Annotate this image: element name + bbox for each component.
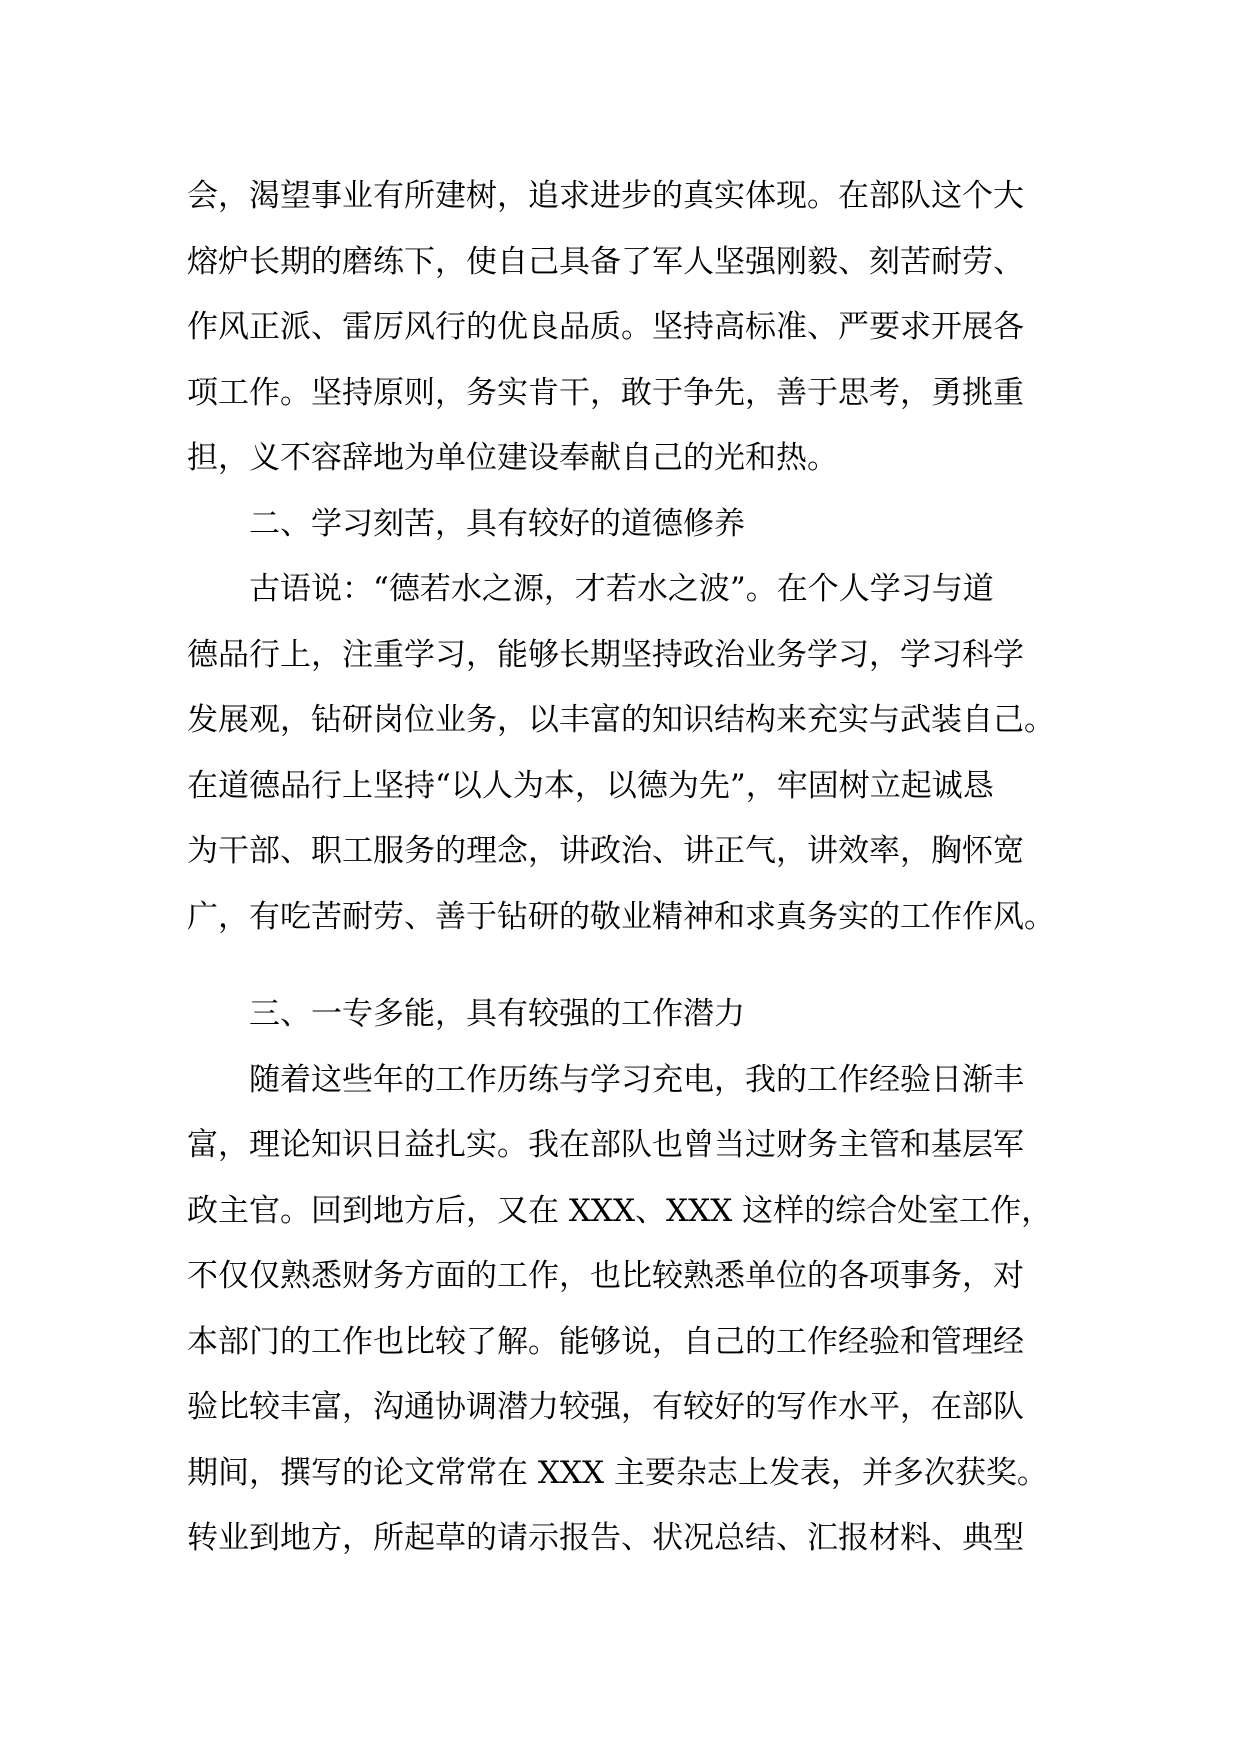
text-line: 广，有吃苦耐劳、善于钻研的敬业精神和求真务实的工作作风。: [187, 898, 1055, 935]
text-line: 为干部、职工服务的理念，讲政治、讲正气，讲效率，胸怀宽: [187, 833, 1024, 869]
body-text: [187, 164, 1092, 1572]
paragraph-start: 古语说：“德若水之源，才若水之波”。在个人学习与道: [249, 571, 994, 607]
text-line: 期间，撰写的论文常常在 XXX 主要杂志上发表，并多次获奖。: [187, 1454, 1048, 1491]
section-heading-3: 三、一专多能，具有较强的工作潜力: [249, 996, 745, 1032]
text-line: 政主官。回到地方后，又在 XXX、XXX 这样的综合处室工作，: [187, 1192, 1053, 1229]
paragraph-gap: [187, 950, 1092, 982]
text-line: 作风正派、雷厉风行的优良品质。坚持高标准、严要求开展各: [187, 309, 1024, 345]
section-heading-2: 二、学习刻苦，具有较好的道德修养: [249, 505, 745, 542]
text-line: 不仅仅熟悉财务方面的工作，也比较熟悉单位的各项事务，对: [187, 1258, 1024, 1294]
text-line: 发展观，钻研岗位业务，以丰富的知识结构来充实与武装自己。: [187, 702, 1055, 738]
text-line: 在道德品行上坚持“以人为本，以德为先”，牢固树立起诚恳: [187, 767, 994, 804]
text-line: 德品行上，注重学习，能够长期坚持政治业务学习，学习科学: [187, 636, 1024, 673]
text-line: 熔炉长期的磨练下，使自己具备了军人坚强刚毅、刻苦耐劳、: [187, 243, 1024, 280]
text-line: 验比较丰富，沟通协调潜力较强，有较好的写作水平，在部队: [187, 1389, 1024, 1425]
text-line: 项工作。坚持原则，务实肯干，敢于争先，善于思考，勇挑重: [187, 374, 1024, 411]
text-line: 转业到地方，所起草的请示报告、状况总结、汇报材料、典型: [187, 1520, 1024, 1556]
paragraph-start: 随着这些年的工作历练与学习充电，我的工作经验日渐丰: [249, 1061, 1024, 1098]
text-line: 会，渴望事业有所建树，追求进步的真实体现。在部队这个大: [187, 178, 1024, 214]
text-line: 担，义不容辞地为单位建设奉献自己的光和热。: [187, 440, 838, 476]
text-line: 富，理论知识日益扎实。我在部队也曾当过财务主管和基层军: [187, 1127, 1024, 1163]
text-line: 本部门的工作也比较了解。能够说，自己的工作经验和管理经: [187, 1323, 1024, 1360]
